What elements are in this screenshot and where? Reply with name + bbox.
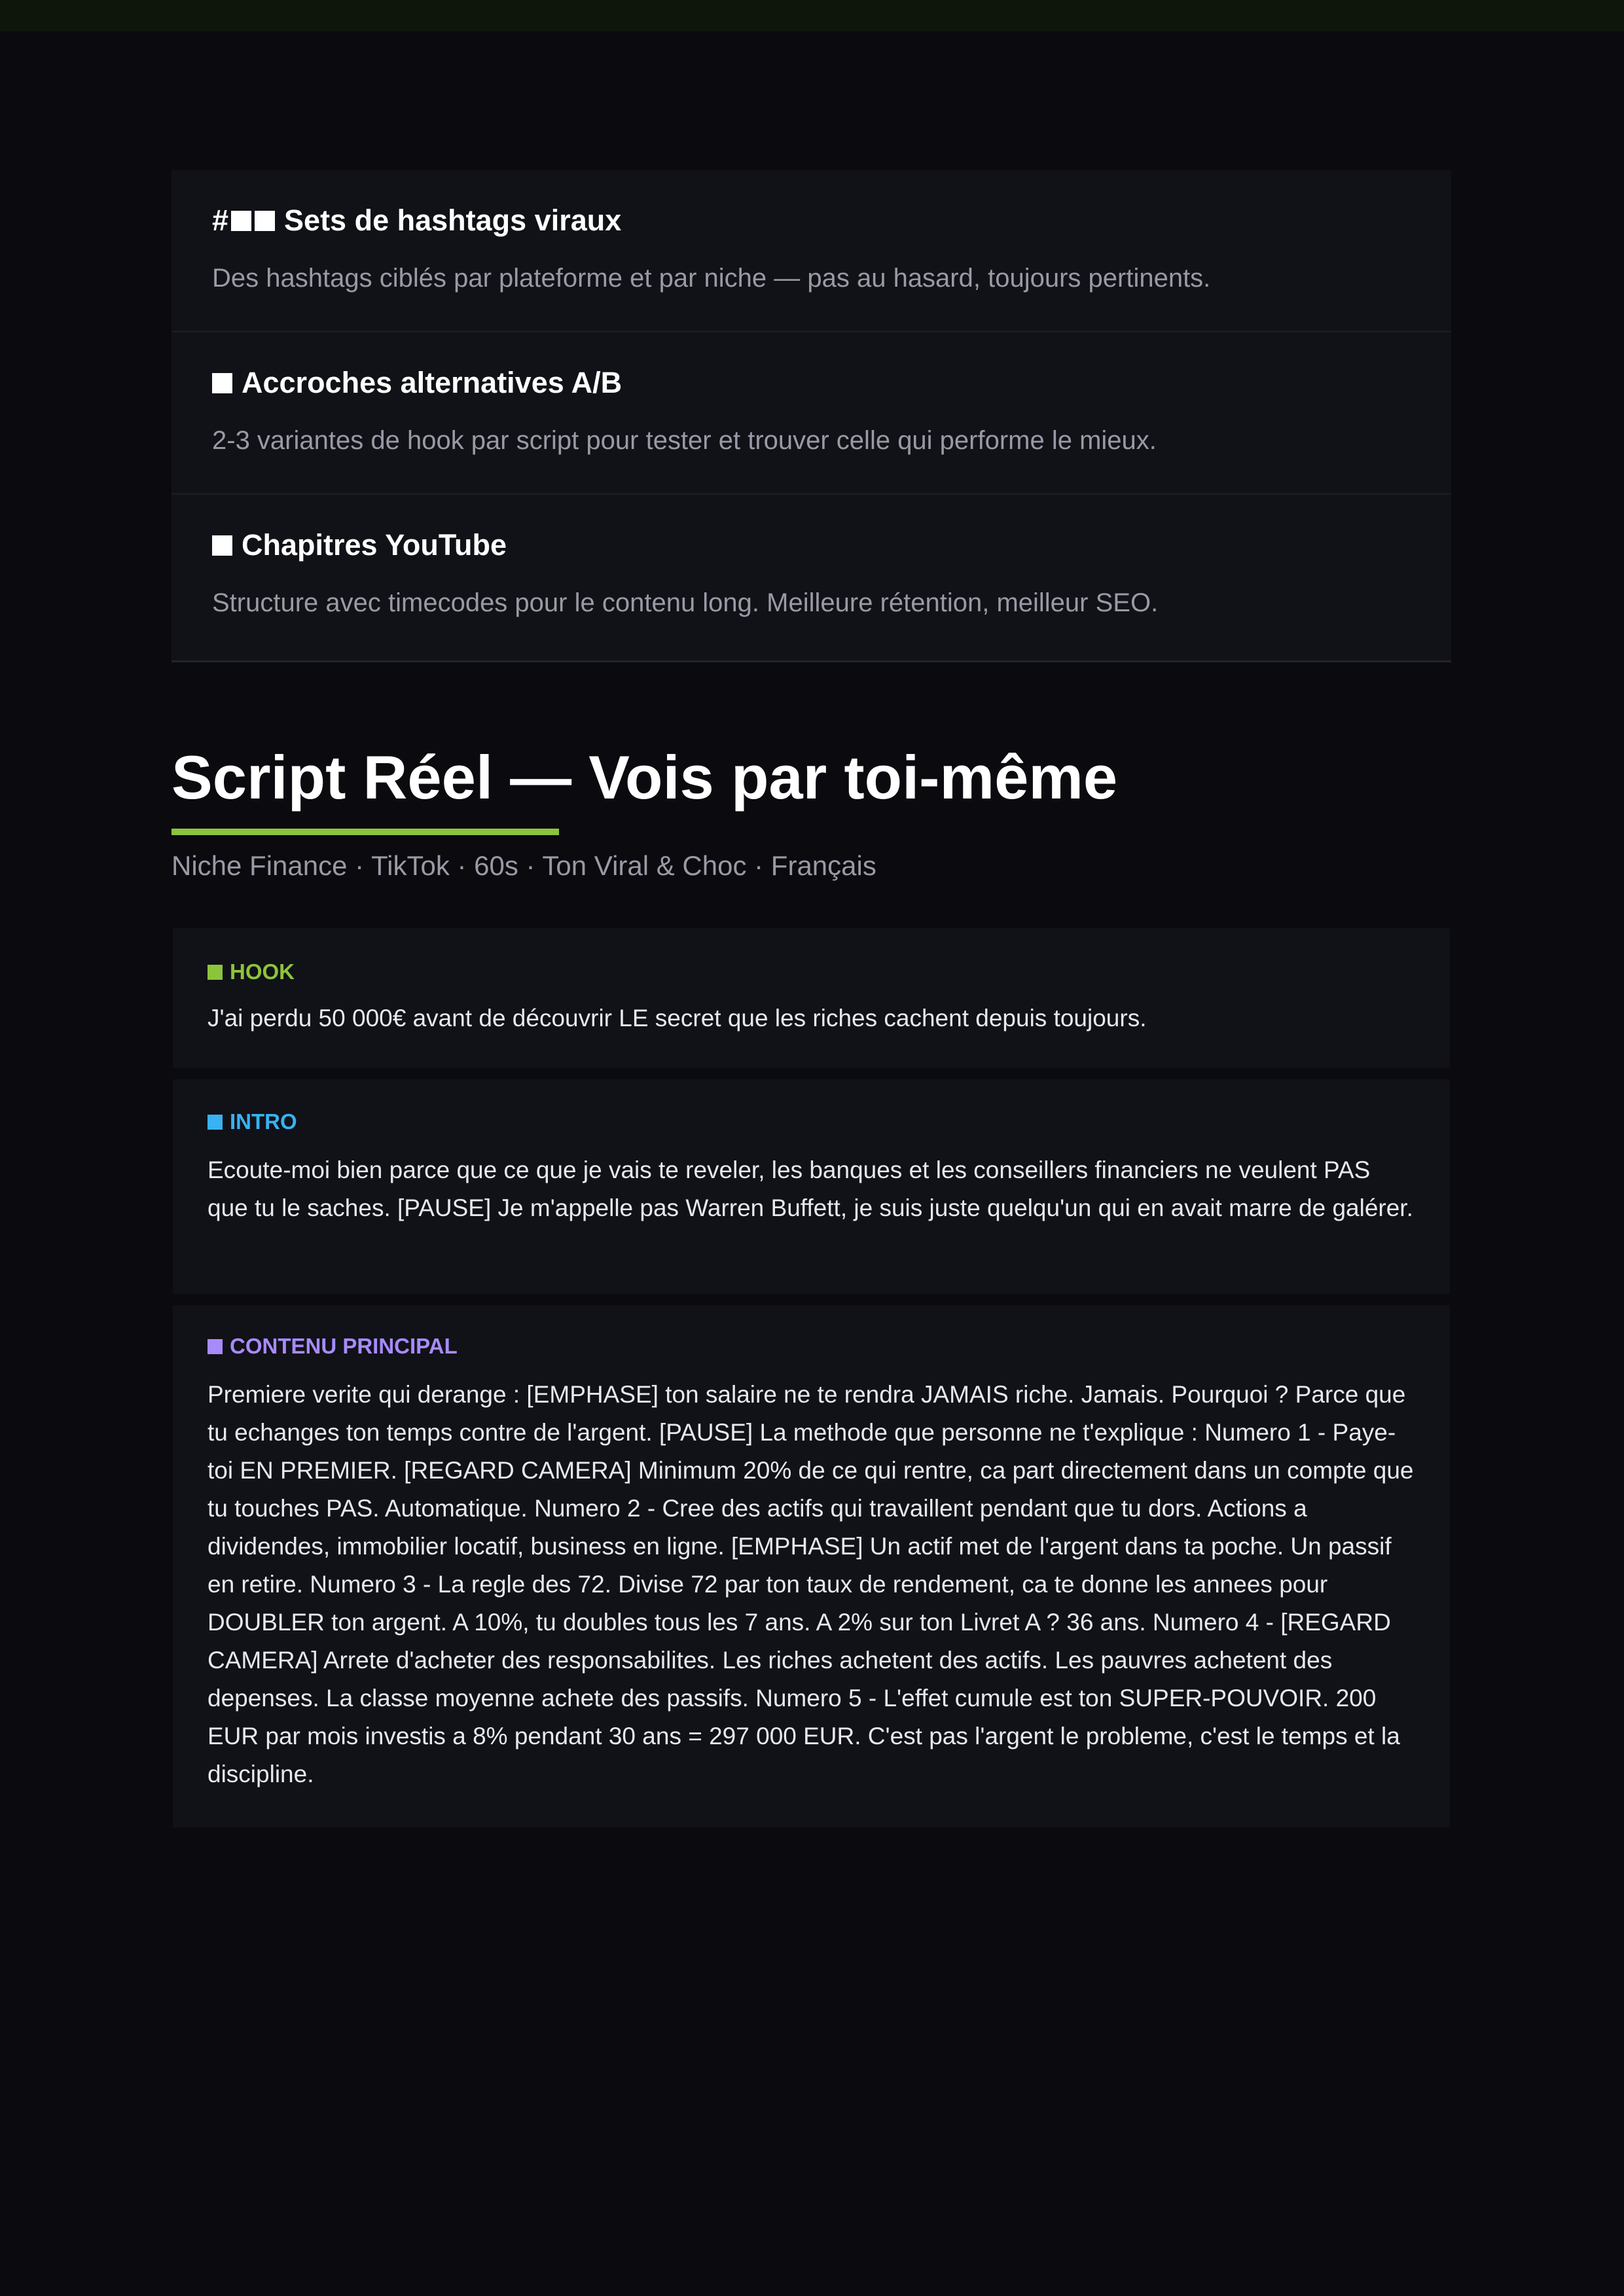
feature-title-text: Sets de hashtags viraux bbox=[284, 204, 622, 237]
feature-title-text: Chapitres YouTube bbox=[242, 528, 507, 562]
feature-description: Structure avec timecodes pour le contenu long. Meilleure rétention, meilleur SEO. bbox=[212, 588, 1159, 617]
section-main-content bbox=[173, 1305, 1450, 1827]
feature-title-text: Accroches alternatives A/B bbox=[242, 366, 623, 399]
feature-list bbox=[171, 170, 1451, 662]
feature-description: 2-3 variantes de hook par script pour tester et trouver celle qui performe le mieux. bbox=[212, 426, 1157, 455]
square-icon bbox=[208, 1115, 223, 1130]
section-text: J'ai perdu 50 000€ avant de découvrir LE secret que les riches cachent depuis toujours. bbox=[208, 1005, 1147, 1031]
square-icon bbox=[208, 1339, 223, 1354]
top-bar bbox=[0, 0, 1624, 31]
title-underline bbox=[171, 829, 559, 835]
feature-hooks bbox=[171, 332, 1451, 495]
square-icon bbox=[231, 211, 251, 231]
section-text: Ecoute-moi bien parce que ce que je vais te reveler, les banques et les conseillers financiers ne veulent PAS que tu le saches. [PAUSE] Je m'appelle pas Warren Buffett, je suis juste quelqu'un qui en avait marre de galérer. bbox=[208, 1157, 1413, 1221]
square-icon bbox=[212, 535, 232, 556]
script-subtitle: Niche Finance · TikTok · 60s · Ton Viral & Choc · Français bbox=[171, 850, 876, 881]
section-text: Premiere verite qui derange : [EMPHASE] ton salaire ne te rendra JAMAIS riche. Jamais. Pourquoi ? Parce que tu echanges ton temps contre de l'argent. [PAUSE] La methode que personne ne t'explique : Numero 1 - Paye-toi EN PREMIER. [REGARD CAMERA] Minimum 20% de ce qui rentre, ca part directement dans un compte que tu touches PAS. Automatique. Numero 2 - Cree des actifs qui travaillent pendant que tu dors. Actions a dividendes, immobilier locatif, business en ligne. [EMPHASE] Un actif met de l'argent dans ta poche. Un passif en retire. Numero 3 - La regle des 72. Divise 72 par ton taux de rendement, ca te donne les annees pour DOUBLER ton argent. A 10%, tu doubles tous les 7 ans. A 2% sur ton Livret A ? 36 ans. Numero 4 - [REGARD CAMERA] Arrete d'acheter des responsabilites. Les riches achetent des actifs. Les pauvres achetent des depenses. La classe moyenne achete des passifs. Numero 5 - L'effet cumule est ton SUPER-POUVOIR. 200 EUR par mois investis a 8% pendant 30 ans = 297 000 EUR. C'est pas l'argent le probleme, c'est le temps et la discipline. bbox=[208, 1381, 1414, 1787]
feature-title bbox=[212, 365, 1412, 401]
hash-icon: # bbox=[212, 204, 229, 237]
feature-description: Des hashtags ciblés par plateforme et par niche — pas au hasard, toujours pertinents. bbox=[212, 264, 1211, 293]
feature-hashtags bbox=[171, 170, 1451, 332]
feature-title bbox=[212, 528, 1412, 563]
feature-chapters bbox=[171, 495, 1451, 660]
section-label: CONTENU PRINCIPAL bbox=[208, 1333, 1416, 1359]
section-hook bbox=[173, 928, 1450, 1068]
square-icon bbox=[255, 211, 275, 231]
feature-title bbox=[212, 203, 1412, 238]
section-label: INTRO bbox=[208, 1109, 1416, 1135]
section-intro bbox=[173, 1079, 1450, 1294]
square-icon bbox=[212, 373, 232, 393]
square-icon bbox=[208, 965, 223, 980]
section-label: HOOK bbox=[208, 959, 1416, 985]
script-title: Script Réel — Vois par toi-même bbox=[171, 743, 1118, 812]
